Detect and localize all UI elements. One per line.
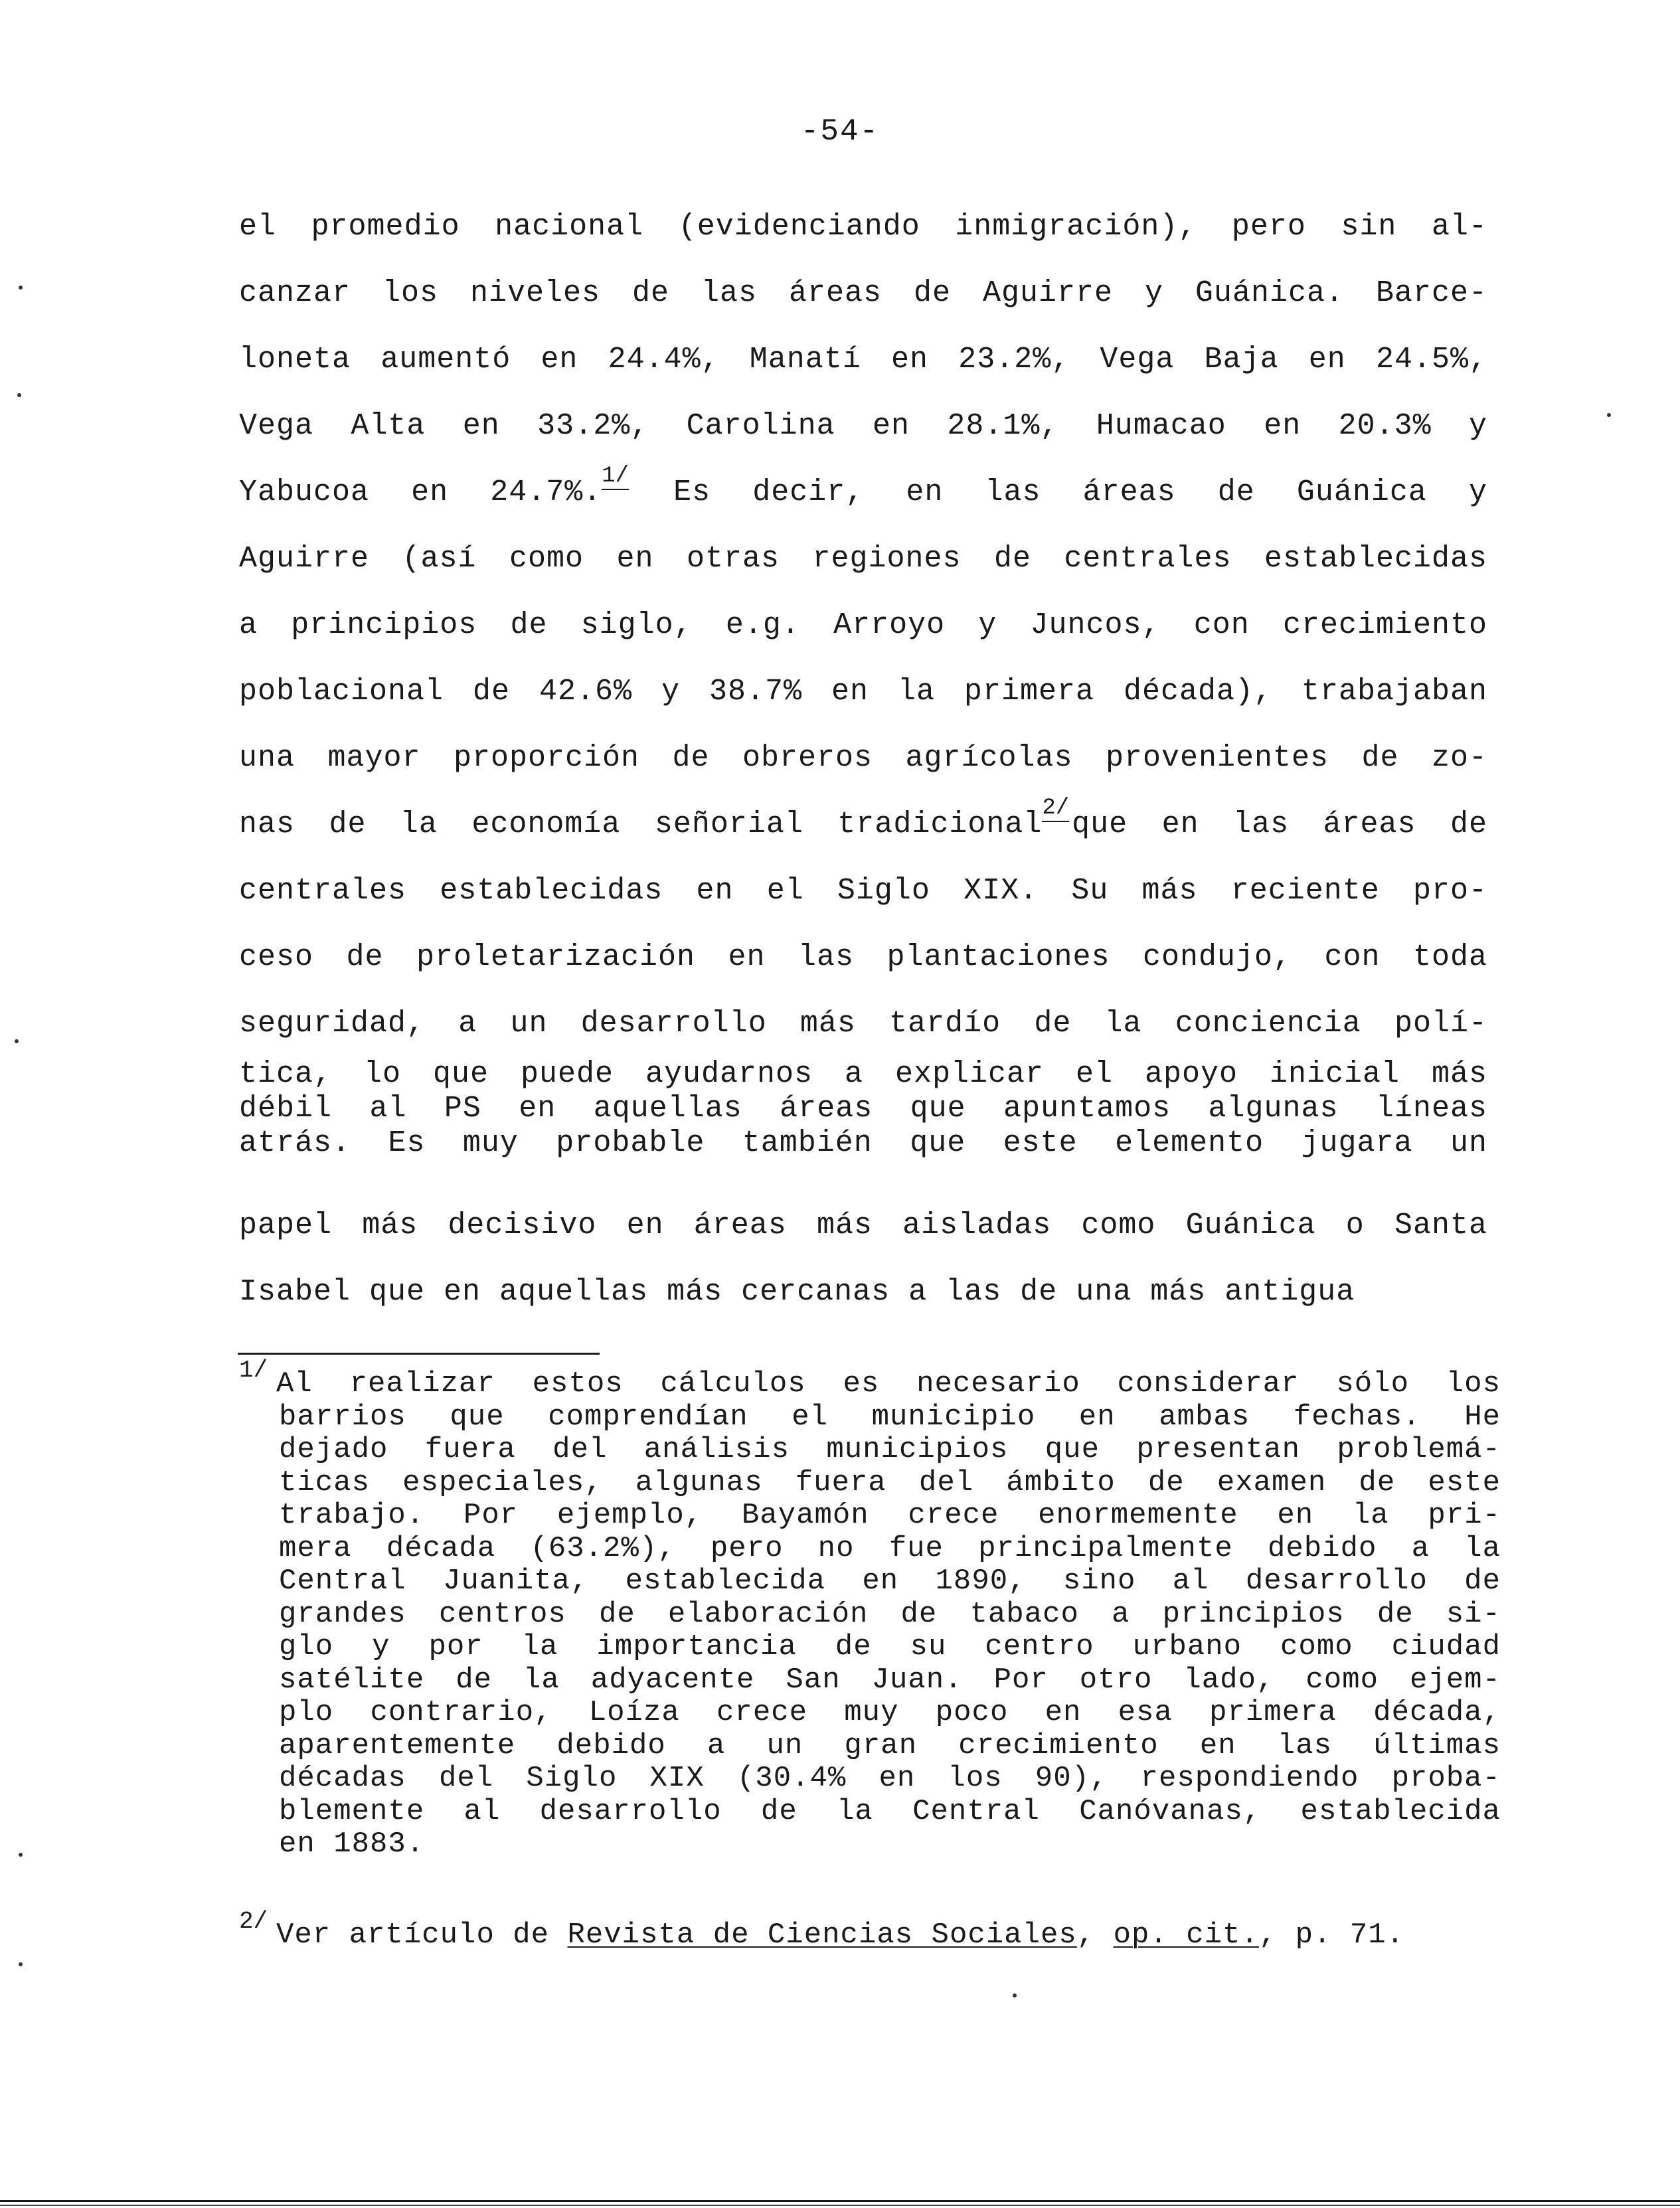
body-line: poblacional de 42.6% y 38.7% en la primera década), trabajaban — [239, 675, 1487, 709]
footnote-line: satélite de la adyacente San Juan. Por otro lado, como ejem- — [279, 1663, 1501, 1697]
footnote-line: dejado fuera del análisis municipios que presentan problemá- — [279, 1433, 1501, 1466]
footnote-line: en 1883. — [279, 1827, 425, 1861]
journal-title: Revista de Ciencias Sociales — [567, 1918, 1077, 1952]
body-line: loneta aumentó en 24.4%, Manatí en 23.2%, Vega Baja en 24.5%, — [239, 343, 1487, 377]
footnote-line: blemente al desarrollo de la Central Canóvanas, establecida — [279, 1794, 1501, 1828]
body-line: tica, lo que puede ayudarnos a explicar el apoyo inicial más — [239, 1057, 1487, 1091]
body-text-segment: Es decir, en las áreas de Guánica y — [631, 475, 1487, 509]
body-line: una mayor proporción de obreros agrícolas provenientes de zo- — [239, 741, 1487, 775]
footnote-text: , p. 71. — [1258, 1918, 1405, 1952]
body-line: Vega Alta en 33.2%, Carolina en 28.1%, Humacao en 20.3% y — [239, 409, 1487, 443]
body-line: débil al PS en aquellas áreas que apuntamos algunas líneas — [239, 1092, 1487, 1126]
body-line: canzar los niveles de las áreas de Aguirre y Guánica. Barce- — [239, 276, 1487, 310]
footnote-line: ticas especiales, algunas fuera del ámbito de examen de este — [279, 1466, 1501, 1499]
scan-speck — [15, 1039, 19, 1043]
scan-speck — [17, 393, 21, 397]
footnote-line — [239, 1908, 1501, 1952]
body-text-segment: nas de la economía señorial tradicional — [239, 807, 1043, 841]
scan-speck — [1607, 413, 1611, 417]
page-bottom-edge — [0, 2200, 1680, 2202]
footnote-1 — [239, 1357, 1501, 1861]
body-line: atrás. Es muy probable también que este elemento jugara un — [239, 1126, 1487, 1160]
footnote-line: glo y por la importancia de su centro urbano como ciudad — [279, 1630, 1501, 1663]
body-line: ceso de proletarización en las plantaciones condujo, con toda — [239, 940, 1487, 974]
footnote-separator — [238, 1353, 600, 1355]
body-text-segment: que en las áreas de — [1072, 807, 1487, 841]
footnote-line: grandes centros de elaboración de tabaco a principios de si- — [279, 1597, 1501, 1631]
footnote-2 — [239, 1908, 1501, 1952]
body-text-segment: Yabucoa en 24.7%. — [239, 475, 602, 509]
footnote-reference-2: 2/ — [1042, 796, 1070, 821]
page-number: -54- — [800, 114, 880, 149]
footnote-line: plo contrario, Loíza crece muy poco en esa primera década, — [279, 1696, 1501, 1729]
footnote-line: barrios que comprendían el municipio en ambas fechas. He — [279, 1400, 1501, 1434]
body-text — [239, 194, 1487, 1325]
footnote-line: mera década (63.2%), pero no fue principalmente debido a la — [279, 1531, 1501, 1565]
footnote-line: décadas del Siglo XIX (30.4% en los 90), respondiendo proba- — [279, 1762, 1501, 1795]
body-line: Isabel que en aquellas más cercanas a las de una más antigua — [239, 1275, 1355, 1309]
footnote-text: Al realizar estos cálculos es necesario considerar sólo los — [276, 1367, 1501, 1401]
footnote-text: , — [1076, 1918, 1114, 1952]
body-line: a principios de siglo, e.g. Arroyo y Juncos, con crecimiento — [239, 608, 1487, 642]
footnote-line: trabajo. Por ejemplo, Bayamón crece enormemente en la pri- — [279, 1499, 1501, 1532]
footnote-line: aparentemente debido a un gran crecimiento en las últimas — [279, 1729, 1501, 1762]
body-line: Aguirre (así como en otras regiones de centrales establecidas — [239, 542, 1487, 576]
page-bottom-edge-shadow — [0, 2205, 1680, 2206]
footnote-reference-1: 1/ — [602, 464, 630, 489]
body-line — [239, 792, 1487, 858]
body-line — [239, 460, 1487, 526]
body-line: papel más decisivo en áreas más aisladas como Guánica o Santa — [239, 1209, 1487, 1242]
body-line: centrales establecidas en el Siglo XIX. Su más reciente pro- — [239, 874, 1487, 908]
footnote-mark-2: 2/ — [239, 1908, 268, 1935]
body-line: seguridad, a un desarrollo más tardío de la conciencia polí- — [239, 1007, 1487, 1041]
body-line: el promedio nacional (evidenciando inmigración), pero sin al- — [239, 210, 1487, 244]
scan-speck — [19, 1962, 23, 1966]
scan-speck — [19, 1853, 23, 1857]
op-cit: op. cit. — [1113, 1918, 1259, 1952]
scan-speck — [19, 286, 23, 290]
scan-speck — [1013, 1994, 1017, 1997]
footnote-text: Ver artículo de — [276, 1918, 568, 1952]
footnote-line: Central Juanita, establecida en 1890, sino al desarrollo de — [279, 1565, 1501, 1598]
footnote-line — [239, 1357, 1501, 1401]
footnote-mark-1: 1/ — [239, 1357, 268, 1384]
